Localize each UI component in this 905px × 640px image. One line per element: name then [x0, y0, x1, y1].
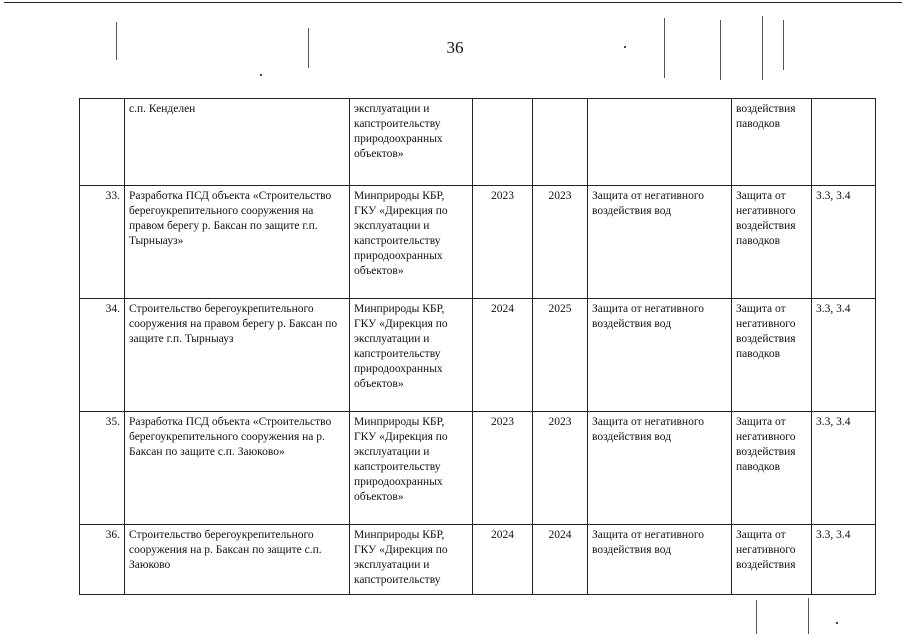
- end-year: 2024: [533, 525, 588, 595]
- measure-name: с.п. Кенделен: [125, 99, 350, 186]
- table-row: [80, 99, 876, 186]
- table-row: [80, 525, 876, 595]
- expected-effect: воздействия паводков: [732, 99, 812, 186]
- scan-artifact: [783, 20, 784, 70]
- end-year: 2023: [533, 186, 588, 299]
- goal: [588, 99, 732, 186]
- scan-artifact: [116, 22, 117, 60]
- executor: Минприроды КБР, ГКУ «Дирекция по эксплуатации и капстроительству природоохранных объектов»: [350, 299, 473, 412]
- measure-name: Строительство берегоукрепительного сооружения на правом берегу р. Баксан по защите г.п. Тырныауз: [125, 299, 350, 412]
- scan-artifact: [808, 598, 809, 634]
- scan-speck: [624, 46, 626, 48]
- measure-name: Разработка ПСД объекта «Строительство берегоукрепительного сооружения на правом берегу р. Баксан по защите г.п. Тырныауз»: [125, 186, 350, 299]
- page-top-rule: [4, 2, 902, 3]
- start-year: 2024: [473, 525, 533, 595]
- start-year: 2023: [473, 186, 533, 299]
- scan-speck: [260, 74, 262, 76]
- start-year: 2024: [473, 299, 533, 412]
- executor: Минприроды КБР, ГКУ «Дирекция по эксплуатации и капстроительству природоохранных объектов»: [350, 186, 473, 299]
- goal: Защита от негативного воздействия вод: [588, 299, 732, 412]
- expected-effect: Защита от негативного воздействия паводков: [732, 412, 812, 525]
- indicator-ref: 3.3, 3.4: [812, 412, 876, 525]
- row-number: 34.: [80, 299, 125, 412]
- row-number: 33.: [80, 186, 125, 299]
- indicator-ref: [812, 99, 876, 186]
- executor: Минприроды КБР, ГКУ «Дирекция по эксплуатации и капстроительству природоохранных объектов»: [350, 412, 473, 525]
- table-row: [80, 186, 876, 299]
- scan-speck: [836, 622, 838, 624]
- executor: Минприроды КБР, ГКУ «Дирекция по эксплуатации и капстроительству: [350, 525, 473, 595]
- expected-effect: Защита от негативного воздействия: [732, 525, 812, 595]
- executor: эксплуатации и капстроительству природоохранных объектов»: [350, 99, 473, 186]
- expected-effect: Защита от негативного воздействия паводков: [732, 186, 812, 299]
- scan-artifact: [762, 16, 763, 80]
- end-year: [533, 99, 588, 186]
- scan-artifact: [720, 20, 721, 80]
- measure-name: Строительство берегоукрепительного сооружения на р. Баксан по защите с.п. Заюково: [125, 525, 350, 595]
- scan-artifact: [664, 18, 665, 78]
- goal: Защита от негативного воздействия вод: [588, 525, 732, 595]
- goal: Защита от негативного воздействия вод: [588, 412, 732, 525]
- indicator-ref: 3.3, 3.4: [812, 299, 876, 412]
- row-number: 36.: [80, 525, 125, 595]
- indicator-ref: 3.3, 3.4: [812, 525, 876, 595]
- start-year: [473, 99, 533, 186]
- table-row: [80, 412, 876, 525]
- page-number: 36: [446, 38, 464, 57]
- expected-effect: Защита от негативного воздействия паводков: [732, 299, 812, 412]
- measure-name: Разработка ПСД объекта «Строительство берегоукрепительного сооружения на р. Баксан по защите с.п. Заюково»: [125, 412, 350, 525]
- end-year: 2025: [533, 299, 588, 412]
- scan-artifact: [756, 600, 757, 634]
- scan-artifact: [308, 28, 309, 68]
- row-number: [80, 99, 125, 186]
- indicator-ref: 3.3, 3.4: [812, 186, 876, 299]
- end-year: 2023: [533, 412, 588, 525]
- row-number: 35.: [80, 412, 125, 525]
- start-year: 2023: [473, 412, 533, 525]
- goal: Защита от негативного воздействия вод: [588, 186, 732, 299]
- program-measures-table: [79, 98, 876, 595]
- table-row: [80, 299, 876, 412]
